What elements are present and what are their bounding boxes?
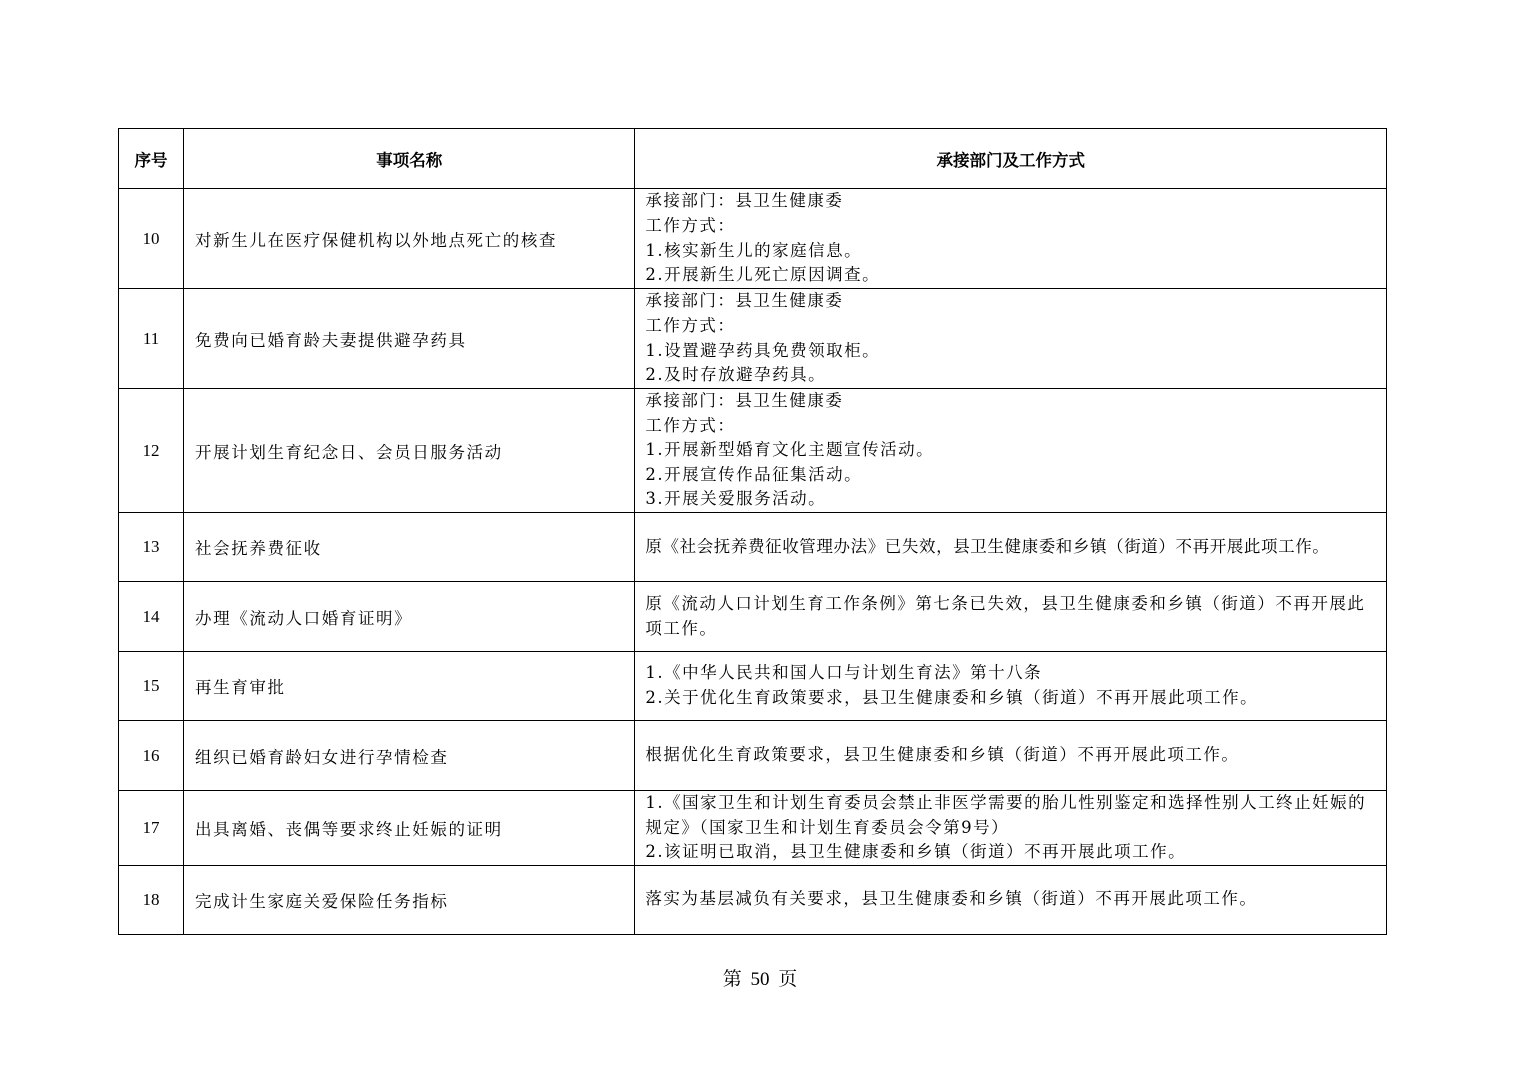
row-item-name: 社会抚养费征收	[184, 513, 635, 582]
table-row	[119, 652, 1387, 721]
table-row	[119, 289, 1387, 389]
row-department-method	[635, 791, 1387, 866]
row-department-method	[635, 652, 1387, 721]
header-item-name: 事项名称	[184, 129, 635, 189]
row-seq: 10	[119, 189, 184, 289]
row-department-method	[635, 289, 1387, 389]
table-row	[119, 791, 1387, 866]
dept-line: 2.该证明已取消，县卫生健康委和乡镇（街道）不再开展此项工作。	[645, 842, 1187, 862]
dept-line: 工作方式：	[645, 315, 736, 335]
row-seq: 17	[119, 791, 184, 866]
row-seq: 16	[119, 721, 184, 791]
header-seq: 序号	[119, 129, 184, 189]
dept-line: 1.核实新生儿的家庭信息。	[645, 240, 863, 260]
dept-line: 落实为基层减负有关要求，县卫生健康委和乡镇（街道）不再开展此项工作。	[645, 889, 1258, 909]
row-seq: 11	[119, 289, 184, 389]
row-item-name: 完成计生家庭关爱保险任务指标	[184, 865, 635, 934]
row-item-name: 对新生儿在医疗保健机构以外地点死亡的核查	[184, 189, 635, 289]
row-department-method	[635, 389, 1387, 513]
dept-line: 原《社会抚养费征收管理办法》已失效，县卫生健康委和乡镇（街道）不再开展此项工作。	[645, 536, 1330, 556]
header-department-method: 承接部门及工作方式	[635, 129, 1387, 189]
row-department-method	[635, 865, 1387, 934]
dept-line: 2.开展宣传作品征集活动。	[645, 464, 863, 484]
dept-line: 1.《国家卫生和计划生育委员会禁止非医学需要的胎儿性别鉴定和选择性别人工终止妊娠的规定》（国家卫生和计划生育委员会令第9号）	[645, 793, 1367, 837]
row-item-name: 组织已婚育龄妇女进行孕情检查	[184, 721, 635, 791]
row-item-name: 再生育审批	[184, 652, 635, 721]
dept-line: 原《流动人口计划生育工作条例》第七条已失效，县卫生健康委和乡镇（街道）不再开展此项工作。	[645, 593, 1366, 638]
row-item-name: 出具离婚、丧偶等要求终止妊娠的证明	[184, 791, 635, 866]
table-row	[119, 582, 1387, 652]
row-department-method	[635, 582, 1387, 652]
dept-line: 3.开展关爱服务活动。	[645, 489, 827, 509]
table-row	[119, 513, 1387, 582]
dept-line: 1.开展新型婚育文化主题宣传活动。	[645, 440, 935, 460]
dept-line: 2.开展新生儿死亡原因调查。	[645, 265, 881, 285]
table-header-row	[119, 129, 1387, 189]
row-item-name: 办理《流动人口婚育证明》	[184, 582, 635, 652]
dept-line: 工作方式：	[645, 215, 736, 235]
dept-line: 1.设置避孕药具免费领取柜。	[645, 340, 881, 360]
dept-line: 1.《中华人民共和国人口与计划生育法》第十八条	[645, 663, 1043, 683]
table-row	[119, 189, 1387, 289]
table-row	[119, 721, 1387, 791]
table-row	[119, 389, 1387, 513]
dept-line: 2.关于优化生育政策要求，县卫生健康委和乡镇（街道）不再开展此项工作。	[645, 688, 1259, 707]
dept-line: 承接部门：县卫生健康委	[645, 391, 844, 411]
row-seq: 14	[119, 582, 184, 652]
dept-line: 承接部门：县卫生健康委	[645, 291, 844, 311]
row-seq: 18	[119, 865, 184, 934]
dept-line: 工作方式：	[645, 415, 736, 435]
page-number: 第 50 页	[722, 969, 798, 990]
row-seq: 12	[119, 389, 184, 513]
dept-line: 承接部门：县卫生健康委	[645, 191, 844, 211]
row-department-method	[635, 189, 1387, 289]
row-seq: 15	[119, 652, 184, 721]
items-table	[118, 128, 1387, 935]
row-department-method	[635, 721, 1387, 791]
row-seq: 13	[119, 513, 184, 582]
row-item-name: 免费向已婚育龄夫妻提供避孕药具	[184, 289, 635, 389]
dept-line: 2.及时存放避孕药具。	[645, 365, 827, 385]
row-department-method	[635, 513, 1387, 582]
row-item-name: 开展计划生育纪念日、会员日服务活动	[184, 389, 635, 513]
dept-line: 根据优化生育政策要求，县卫生健康委和乡镇（街道）不再开展此项工作。	[645, 745, 1240, 765]
table-row	[119, 865, 1387, 934]
